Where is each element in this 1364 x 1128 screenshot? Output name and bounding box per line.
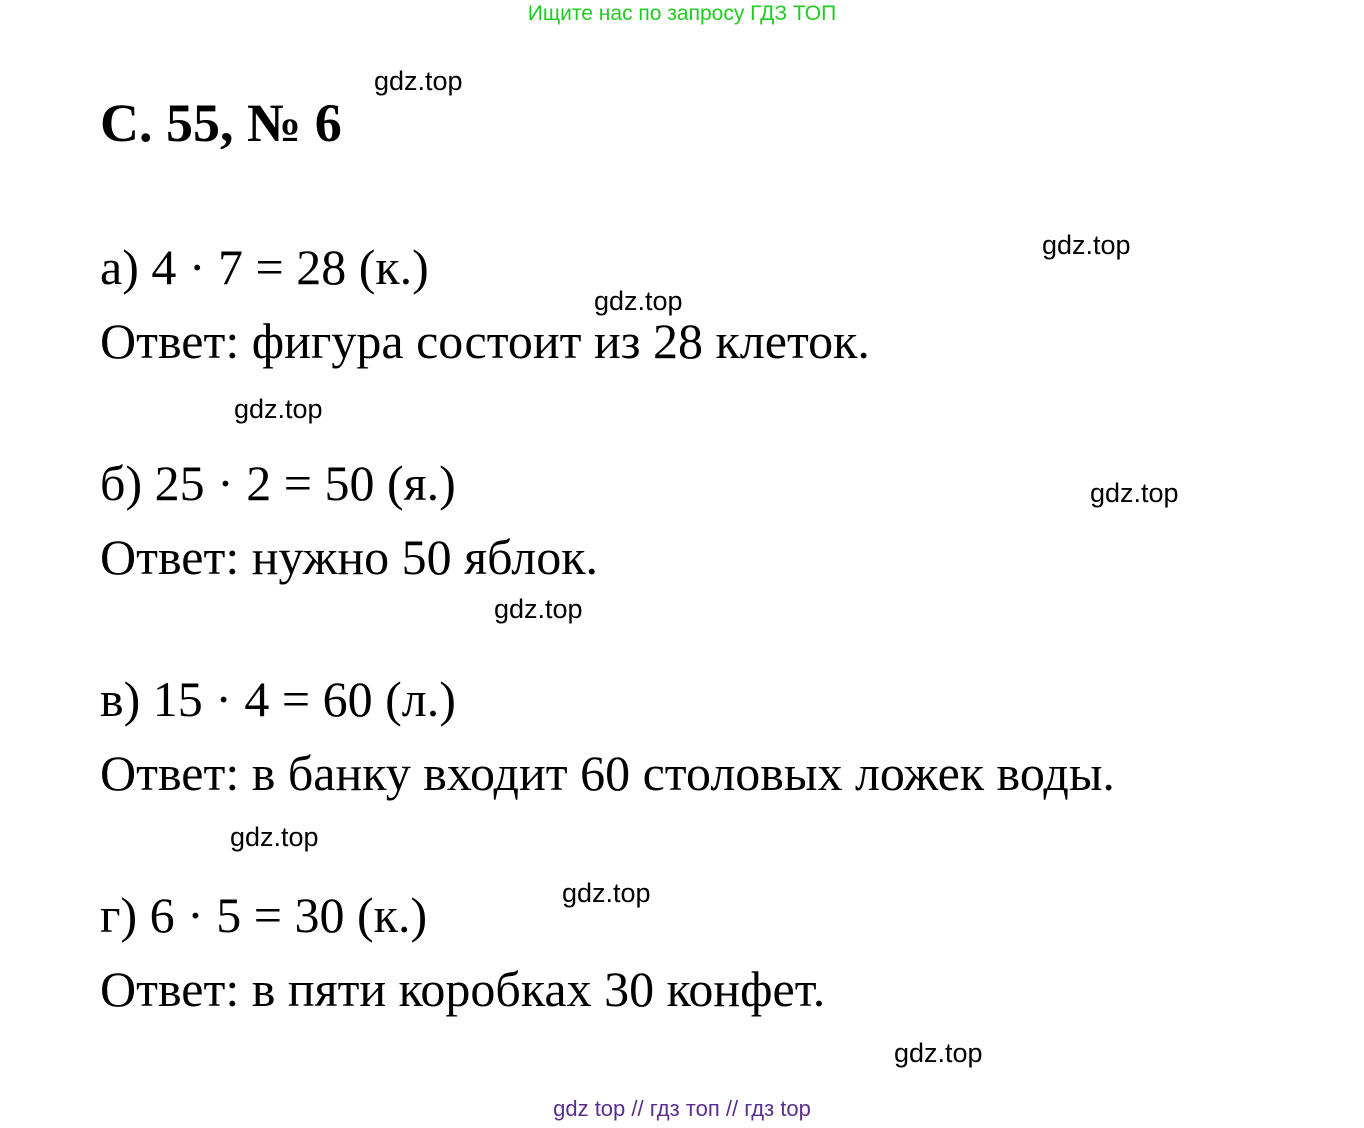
- part-b-answer: Ответ: нужно 50 яблок.: [100, 529, 599, 585]
- watermark: gdz.top: [1042, 230, 1131, 260]
- part-c-answer: Ответ: в банку входит 60 столовых ложек воды.: [100, 745, 1115, 801]
- part-a-answer: Ответ: фигура состоит из 28 клеток.: [100, 313, 870, 369]
- watermark: gdz.top: [374, 66, 463, 96]
- watermark: gdz.top: [562, 878, 651, 908]
- part-a-equation: а) 4 · 7 = 28 (к.): [100, 239, 429, 295]
- watermark: gdz.top: [234, 394, 323, 424]
- page-title: С. 55, № 6: [100, 93, 342, 153]
- part-d-answer: Ответ: в пяти коробках 30 конфет.: [100, 961, 826, 1017]
- part-b-equation: б) 25 · 2 = 50 (я.): [100, 455, 456, 511]
- watermark: gdz.top: [230, 822, 319, 852]
- watermark: gdz.top: [594, 286, 683, 316]
- watermark: gdz.top: [494, 594, 583, 624]
- watermark: gdz.top: [1090, 478, 1179, 508]
- footer-links: gdz top // гдз топ // гдз top: [553, 1096, 811, 1121]
- watermark: gdz.top: [894, 1038, 983, 1068]
- part-d-equation: г) 6 · 5 = 30 (к.): [100, 887, 428, 943]
- part-c-equation: в) 15 · 4 = 60 (л.): [100, 671, 456, 727]
- top-banner: Ищите нас по запросу ГДЗ ТОП: [527, 2, 837, 25]
